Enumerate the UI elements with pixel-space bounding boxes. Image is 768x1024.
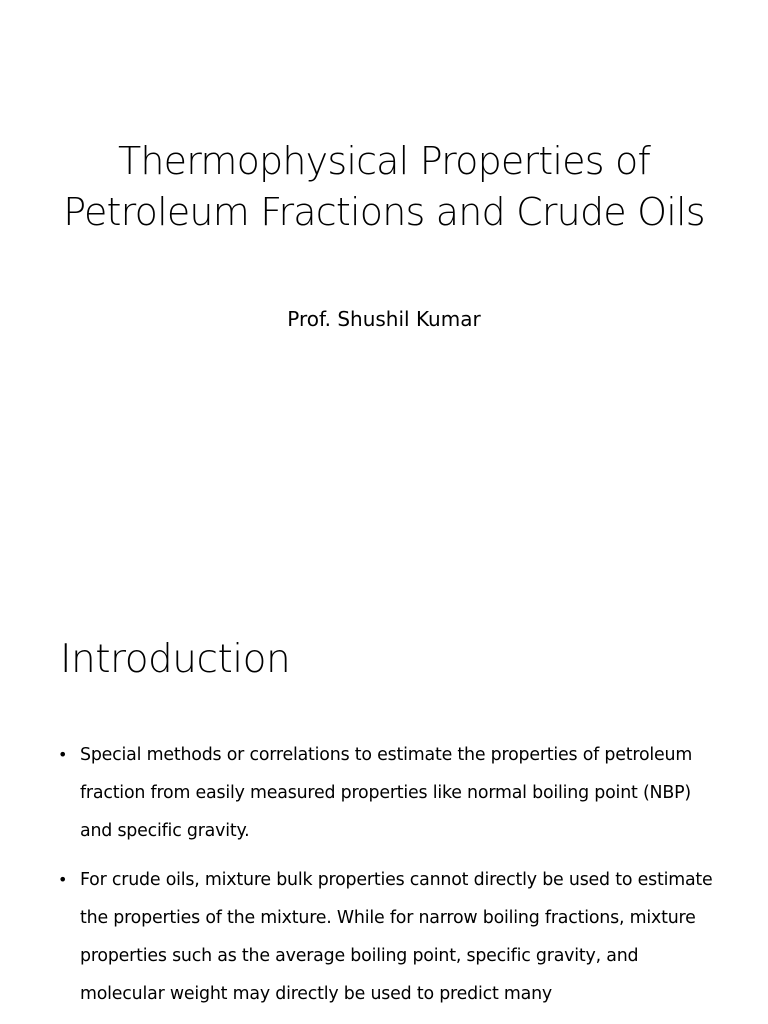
bullet-item	[58, 736, 718, 850]
introduction-slide	[0, 576, 768, 1024]
bullet-text: Special methods or correlations to estimate the properties of petroleum fraction from easily measured properties like normal boiling point (NBP) and specific gravity.	[80, 745, 693, 841]
presentation-title: Thermophysical Properties of Petroleum Fractions and Crude Oils	[63, 139, 705, 234]
bullet-text: For crude oils, mixture bulk properties cannot directly be used to estimate the properties of the mixture. While for narrow boiling fractions, mixture properties such as the average boiling point, specific gravity, and molecular weight may directly be used to predict many	[80, 870, 713, 1004]
bullet-icon: •	[58, 870, 68, 889]
bullet-icon: •	[58, 745, 68, 764]
author-name: Prof. Shushil Kumar	[287, 307, 481, 331]
bullet-item	[58, 861, 718, 1013]
slide-heading: Introduction	[60, 637, 291, 682]
bullet-list	[58, 736, 718, 1024]
